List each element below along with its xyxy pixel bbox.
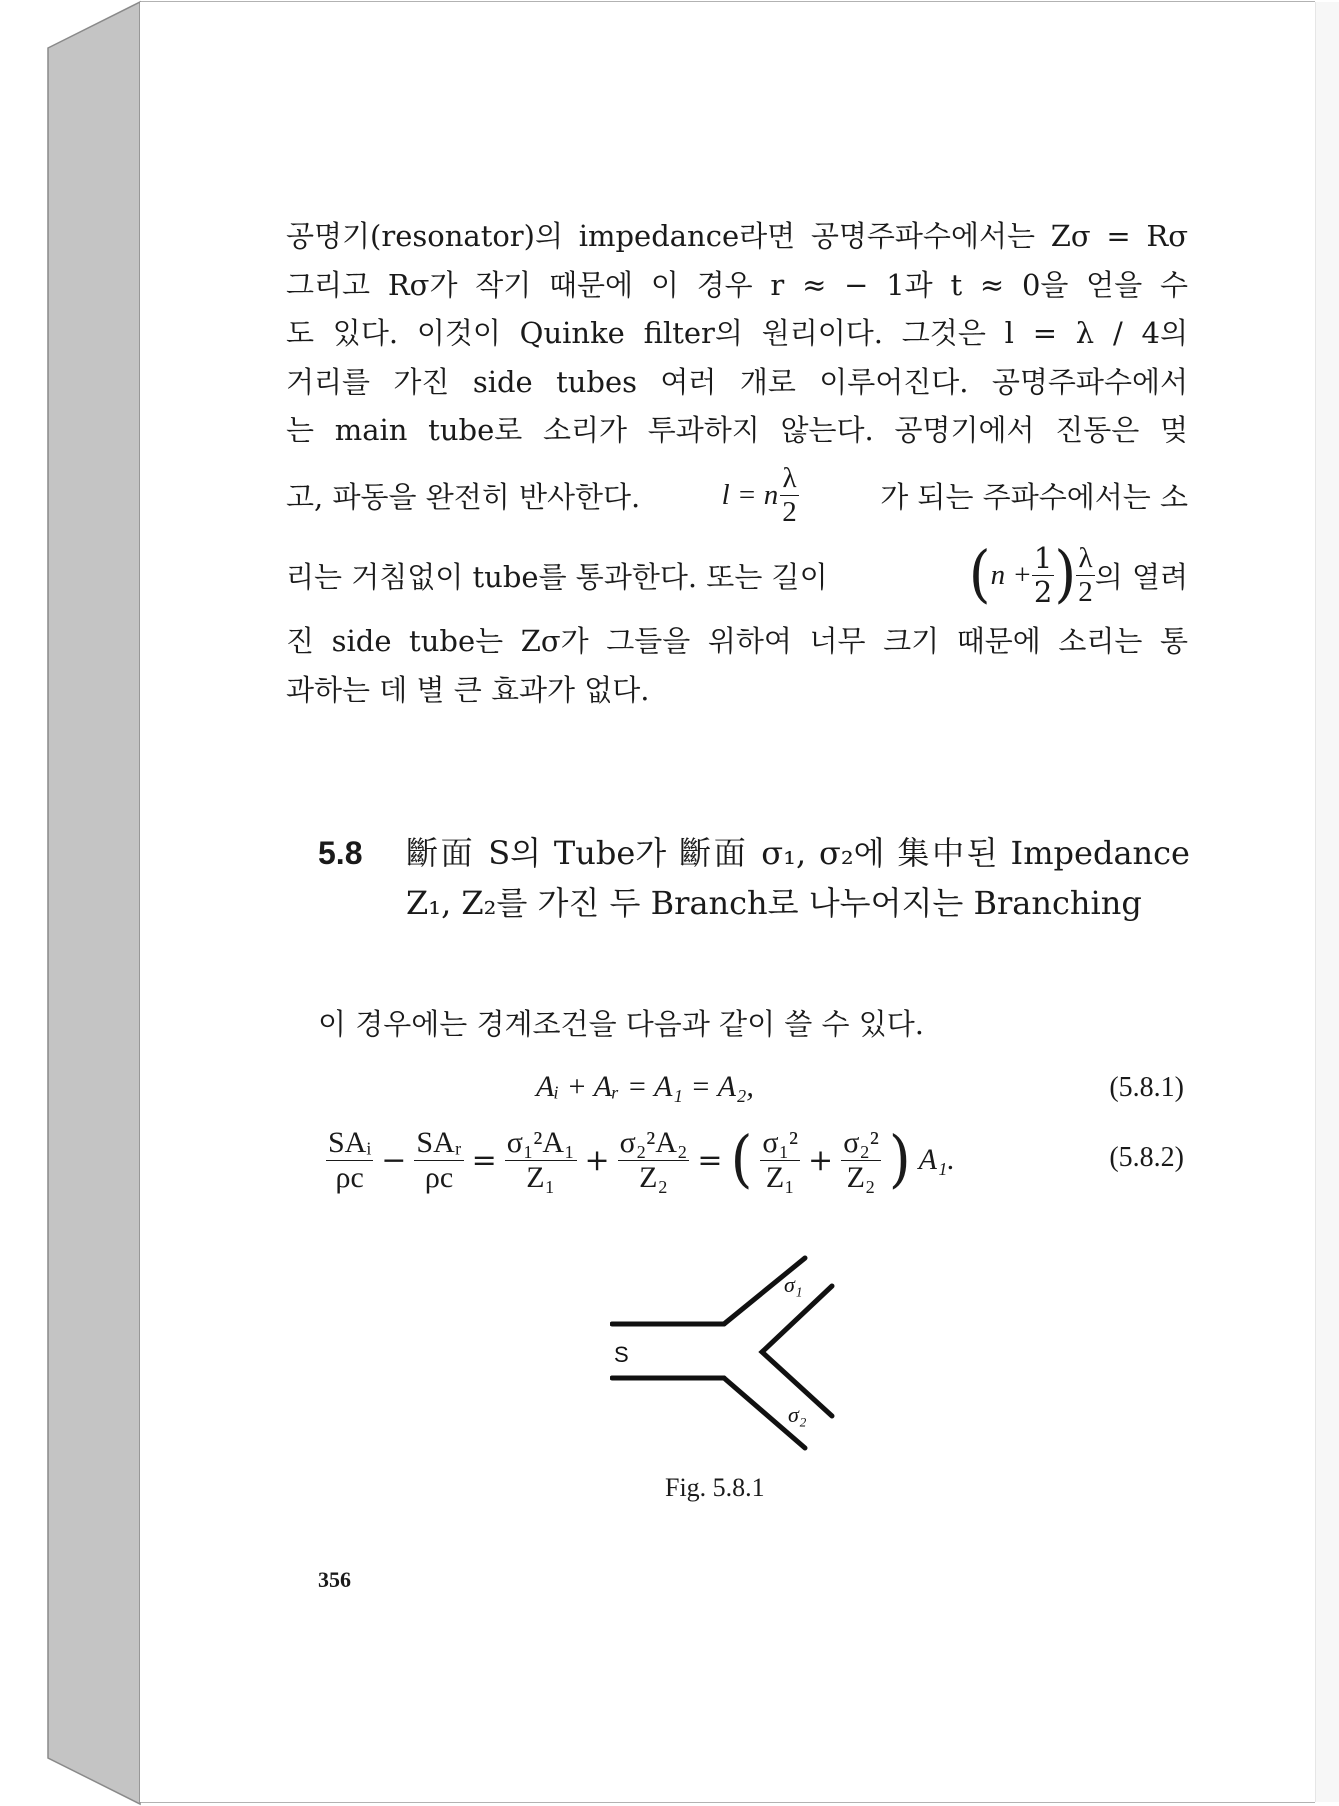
section-title-line-2: Z₁, Z₂를 가진 두 Branch로 나누어지는 Branching bbox=[406, 884, 1142, 922]
page-number: 356 bbox=[318, 1567, 351, 1592]
left-paren: ( bbox=[968, 538, 991, 611]
equals-sign: = bbox=[471, 1142, 497, 1178]
line7-text-pre: 리는 거침없이 tube를 통과한다. 또는 길이 bbox=[286, 559, 828, 594]
line7-text-post: 의 열려 bbox=[1094, 559, 1188, 594]
line6-math: l = n bbox=[721, 478, 779, 511]
line6-text-post: 가 되는 주파수에서는 소 bbox=[880, 479, 1188, 514]
line6-fraction bbox=[780, 461, 799, 528]
frac-den: Z₂ bbox=[639, 1160, 668, 1194]
paragraph-line-3: 도 있다. 이것이 Quinke filter의 원리이다. 그것은 l = λ / 4의 bbox=[286, 316, 1188, 350]
frac-den: ρc bbox=[424, 1160, 454, 1194]
frac-num: SAᵣ bbox=[416, 1125, 462, 1159]
equation-2 bbox=[326, 1120, 955, 1200]
right-paren: ) bbox=[888, 1123, 911, 1196]
line7-frac-lambda-half bbox=[1076, 541, 1095, 608]
right-paren: ) bbox=[1054, 538, 1077, 611]
line6-frac-num: λ bbox=[780, 464, 799, 496]
branching-diagram bbox=[610, 1248, 850, 1468]
line7-frac-one-half bbox=[1032, 540, 1054, 609]
eq2-term-6 bbox=[841, 1125, 881, 1194]
left-paren: ( bbox=[730, 1123, 753, 1196]
frac-num: 1 bbox=[1033, 540, 1053, 575]
frac-den: ρc bbox=[335, 1160, 364, 1194]
paragraph-line-7 bbox=[286, 538, 1188, 611]
frac-num: σ₂² bbox=[843, 1125, 879, 1159]
frac-den: Z₁ bbox=[765, 1160, 795, 1194]
equation-2-label: (5.8.2) bbox=[1109, 1142, 1184, 1173]
paragraph-line-4: 거리를 가진 side tubes 여러 개로 이루어진다. 공명주파수에서 bbox=[286, 364, 1188, 399]
label-sigma-1: σ₁ bbox=[784, 1272, 803, 1297]
paragraph-line-2: 그리고 Rσ가 작기 때문에 이 경우 r ≈ − 1과 t ≈ 0을 얻을 수 bbox=[286, 267, 1188, 302]
frac-den: 2 bbox=[1078, 575, 1093, 608]
frac-den: 2 bbox=[1033, 574, 1053, 609]
eq2-term-4 bbox=[618, 1125, 690, 1194]
paragraph-line-6 bbox=[286, 461, 1188, 528]
branch-inner-wall bbox=[762, 1286, 832, 1416]
frac-num: λ bbox=[1076, 544, 1095, 576]
plus-sign: + bbox=[584, 1142, 610, 1178]
label-s: S bbox=[614, 1342, 629, 1367]
section-number: 5.8 bbox=[318, 835, 363, 871]
paragraph-line-5: 는 main tube로 소리가 투과하지 않는다. 공명기에서 진동은 멎 bbox=[286, 413, 1188, 447]
frac-den: Z₂ bbox=[846, 1160, 876, 1194]
line7-n: n + bbox=[990, 558, 1032, 591]
equation-1-label: (5.8.1) bbox=[1109, 1072, 1184, 1103]
intro-sentence: 이 경우에는 경계조건을 다음과 같이 쓸 수 있다. bbox=[318, 1007, 925, 1041]
equation-1: Aᵢ + Aᵣ = A₁ = A₂, bbox=[536, 1070, 754, 1103]
frac-num: σ₁² bbox=[762, 1125, 799, 1159]
equals-sign: = bbox=[697, 1142, 723, 1178]
eq2-term-1 bbox=[326, 1125, 373, 1194]
line6-text-pre: 고, 파동을 완전히 반사한다. bbox=[286, 479, 641, 514]
branching-figure bbox=[610, 1248, 850, 1472]
paragraph-line-1: 공명기(resonator)의 impedance라면 공명주파수에서는 Zσ = Rσ bbox=[286, 219, 1188, 253]
line6-frac-den: 2 bbox=[782, 495, 797, 528]
frac-num: σ₁²A₁ bbox=[506, 1125, 575, 1159]
eq2-term-3 bbox=[505, 1125, 577, 1194]
figure-caption: Fig. 5.8.1 bbox=[665, 1473, 765, 1502]
eq2-term-2 bbox=[414, 1125, 463, 1194]
paragraph-line-8: 진 side tube는 Zσ가 그들을 위하여 너무 크기 때문에 소리는 통 bbox=[286, 624, 1188, 658]
eq2-tail: A₁. bbox=[918, 1143, 955, 1176]
paragraph-line-9: 과하는 데 별 큰 효과가 없다. bbox=[286, 672, 650, 707]
section-title-line-1: 斷面 S의 Tube가 斷面 σ₁, σ₂에 集中된 Impedance bbox=[406, 834, 1190, 872]
line6-formula bbox=[721, 461, 799, 528]
label-sigma-2: σ₂ bbox=[788, 1402, 807, 1427]
frac-num: SAᵢ bbox=[328, 1125, 372, 1159]
body-paragraph bbox=[286, 212, 1188, 455]
plus-sign: + bbox=[808, 1142, 834, 1178]
body-paragraph-end bbox=[286, 617, 1188, 714]
eq2-term-5 bbox=[760, 1125, 800, 1194]
frac-den: Z₁ bbox=[526, 1160, 556, 1194]
frac-num: σ₂²A₂ bbox=[619, 1125, 688, 1159]
line7-formula bbox=[968, 538, 1188, 611]
minus-sign: − bbox=[381, 1142, 407, 1178]
